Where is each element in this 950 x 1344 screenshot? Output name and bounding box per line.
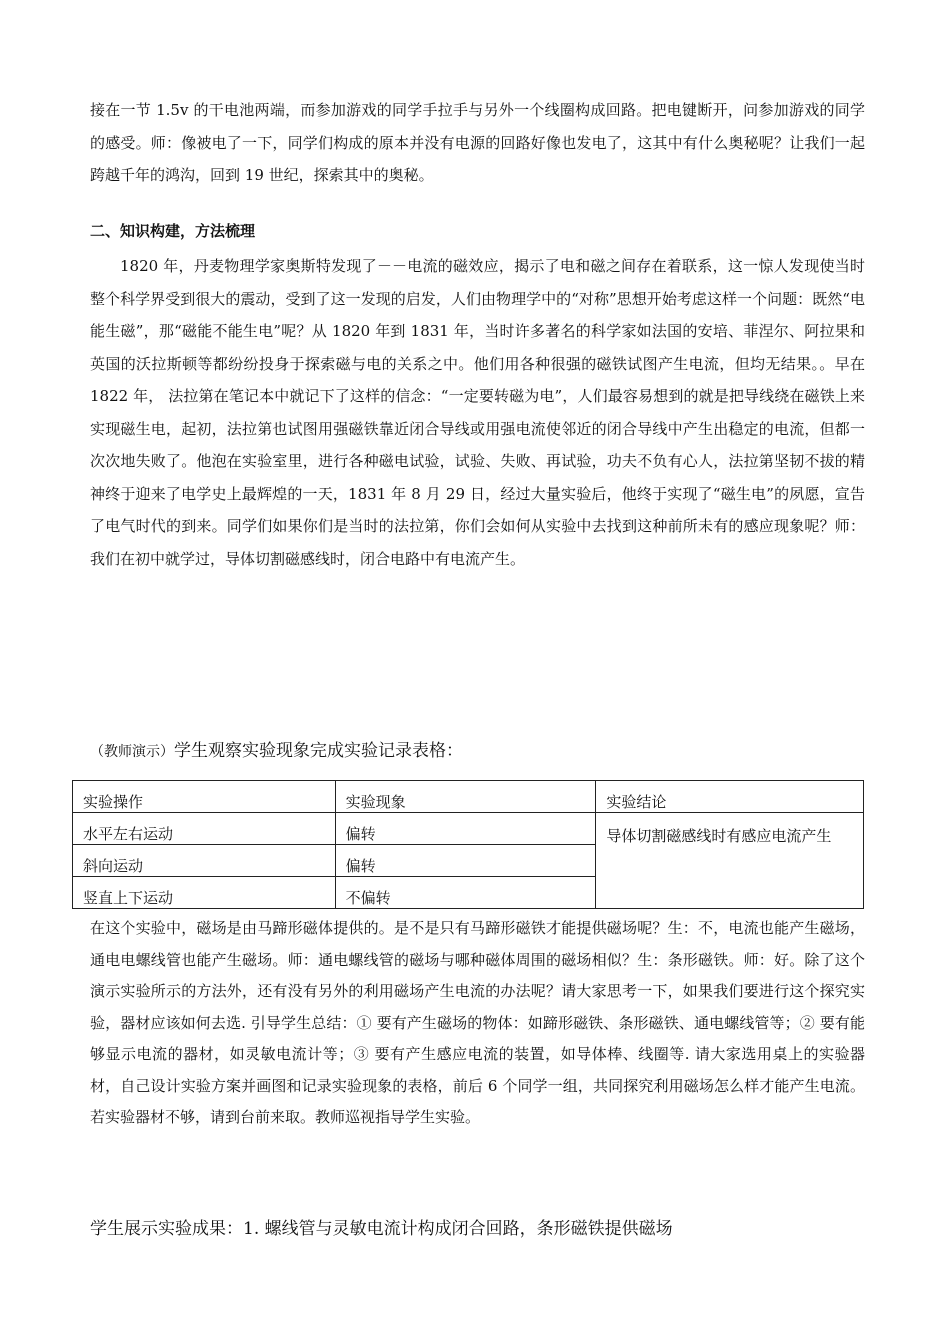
operation-cell: 竖直上下运动 bbox=[73, 877, 336, 909]
phenomenon-cell: 偏转 bbox=[335, 813, 596, 845]
section-heading: 二、知识构建，方法梳理 bbox=[90, 222, 256, 240]
header-phenomenon: 实验现象 bbox=[335, 781, 596, 813]
header-conclusion: 实验结论 bbox=[596, 781, 864, 813]
intro-paragraph: 接在一节 1.5v 的干电池两端，而参加游戏的同学手拉手与另外一个线圈构成回路。把电键断开，问参加游戏的同学的感受。师：像被电了一下，同学们构成的原本并没有电源的回路好像也发电了，这其中有什么奥秘呢？让我们一起跨越千年的鸿沟，回到 19 世纪，探索其中的奥秘。 bbox=[90, 101, 865, 184]
table-header-row bbox=[73, 781, 864, 813]
operation-cell: 水平左右运动 bbox=[73, 813, 336, 845]
header-operation: 实验操作 bbox=[73, 781, 336, 813]
conclusion-cell: 导体切割磁感线时有感应电流产生 bbox=[596, 813, 864, 909]
experiment-record-table bbox=[72, 780, 864, 909]
discussion-paragraph: 在这个实验中，磁场是由马蹄形磁体提供的。是不是只有马蹄形磁铁才能提供磁场呢？生：不，电流也能产生磁场，通电电螺线管也能产生磁场。师：通电螺线管的磁场与哪种磁体周围的磁场相似？生：条形磁铁。师：好。除了这个演示实验所示的方法外，还有没有另外的利用磁场产生电流的办法呢？请大家思考一下，如果我们要进行这个探究实验，器材应该如何去选. 引导学生总结：① 要有产生磁场的物体：如蹄形磁铁、条形磁铁、通电螺线管等；② 要有能够显示电流的器材，如灵敏电流计等；③ 要有产生感应电流的装置，如导体棒、线圈等. 请大家选用桌上的实验器材，自己设计实验方案并画图和记录实验现象的表格，前后 6 个同学一组，共同探究利用磁场怎么样才能产生电流。若实验器材不够，请到台前来取。教师巡视指导学生实验。 bbox=[90, 919, 865, 1126]
history-paragraph: 1820 年，丹麦物理学家奥斯特发现了－－电流的磁效应，揭示了电和磁之间存在着联系，这一惊人发现使当时整个科学界受到很大的震动，受到了这一发现的启发，人们由物理学中的“对称”思想开始考虑这样一个问题：既然“电能生磁”，那“磁能不能生电”呢？从 1820 年到 1831 年，当时许多著名的科学家如法国的安培、菲涅尔、阿拉果和英国的沃拉斯顿等都纷纷投身于探索磁与电的关系之中。他们用各种很强的磁铁试图产生电流，但均无结果。。早在 1822 年， 法拉第在笔记本中就记下了这样的信念：“一定要转磁为电”，人们最容易想到的就是把导线绕在磁铁上来实现磁生电，起初，法拉第也试图用强磁铁靠近闭合导线或用强电流使邻近的闭合导线中产生出稳定的电流，但都一次次地失败了。他泡在实验室里，进行各种磁电试验，试验、失败、再试验，功夫不负有心人，法拉第坚韧不拔的精神终于迎来了电学史上最辉煌的一天，1831 年 8 月 29 日，经过大量实验后，他终于实现了“磁生电”的夙愿，宣告了电气时代的到来。同学们如果你们是当时的法拉第，你们会如何从实验中去找到这种前所未有的感应现象呢？师：我们在初中就学过，导体切割磁感线时，闭合电路中有电流产生。 bbox=[90, 257, 865, 568]
results-paragraph: 学生展示实验成果：1. 螺线管与灵敏电流计构成闭合回路，条形磁铁提供磁场 bbox=[90, 1219, 673, 1239]
caption-text: 学生观察实验现象完成实验记录表格： bbox=[174, 741, 463, 761]
phenomenon-cell: 不偏转 bbox=[335, 877, 596, 909]
operation-cell: 斜向运动 bbox=[73, 845, 336, 877]
caption-paren: （教师演示） bbox=[90, 744, 174, 760]
phenomenon-cell: 偏转 bbox=[335, 845, 596, 877]
table-caption bbox=[90, 736, 463, 761]
table-row bbox=[73, 813, 864, 845]
